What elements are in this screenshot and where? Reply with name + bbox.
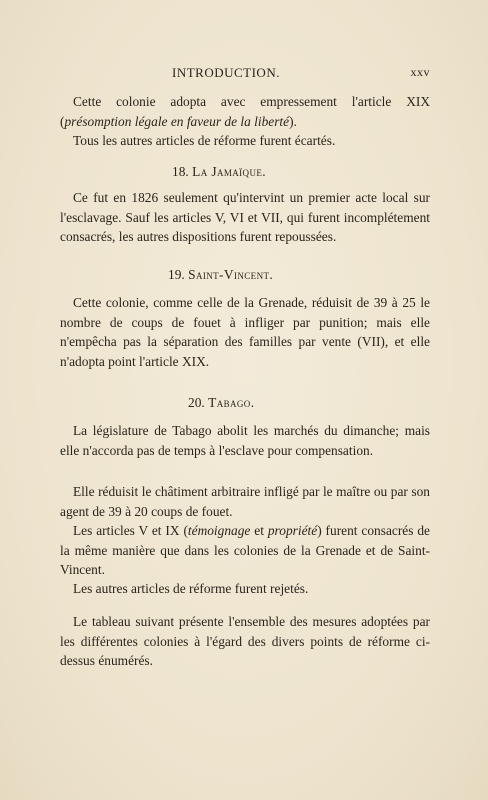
section-heading: [168, 266, 273, 284]
section-name: Saint-Vincent.: [188, 267, 274, 282]
paragraph: La législature de Tabago abolit les marchés du dimanche; mais elle n'accorda pas de temps à l'esclave pour compensation.: [60, 423, 430, 458]
paragraph: Elle réduisit le châtiment arbitraire infligé par le maître ou par son agent de 39 à 20 coups de fouet.: [60, 484, 430, 519]
section-name: La Jamaïque.: [192, 164, 266, 179]
running-title: INTRODUCTION.: [172, 65, 280, 80]
section-heading: [172, 163, 266, 181]
section-number: 20.: [188, 395, 205, 410]
paragraph: Cette colonie, comme celle de la Grenade, réduisit de 39 à 25 le nombre de coups de fouet à infliger par punition; mais elle n'empêcha pas la séparation des familles par vente (VII), et elle n'adopta point l'article XIX.: [60, 295, 430, 369]
paragraph: Ce fut en 1826 seulement qu'intervint un premier acte local sur l'esclavage. Sauf les articles V, VI et VII, qui furent incomplétement consacrés, les autres dispositions furent repoussées.: [60, 190, 430, 244]
paragraph: Les articles V et IX (témoignage et propriété) furent consacrés de la même manière que dans les colonies de la Grenade et de Saint-Vincent.: [60, 523, 430, 577]
section-name: Tabago.: [208, 395, 255, 410]
section-number: 18.: [172, 164, 189, 179]
paragraph: Les autres articles de réforme furent rejetés.: [73, 581, 309, 596]
section-number: 19.: [168, 267, 185, 282]
paragraph: Le tableau suivant présente l'ensemble des mesures adoptées par les différentes colonies à l'égard des divers points de réforme ci-dessus énumérés.: [60, 614, 430, 668]
paragraph: Cette colonie adopta avec empressement l'article XIX (présomption légale en faveur de la liberté).: [60, 94, 430, 129]
section-heading: [188, 394, 254, 412]
page-number: xxv: [410, 65, 430, 79]
running-header: [60, 65, 430, 83]
paragraph: Tous les autres articles de réforme furent écartés.: [73, 133, 336, 148]
